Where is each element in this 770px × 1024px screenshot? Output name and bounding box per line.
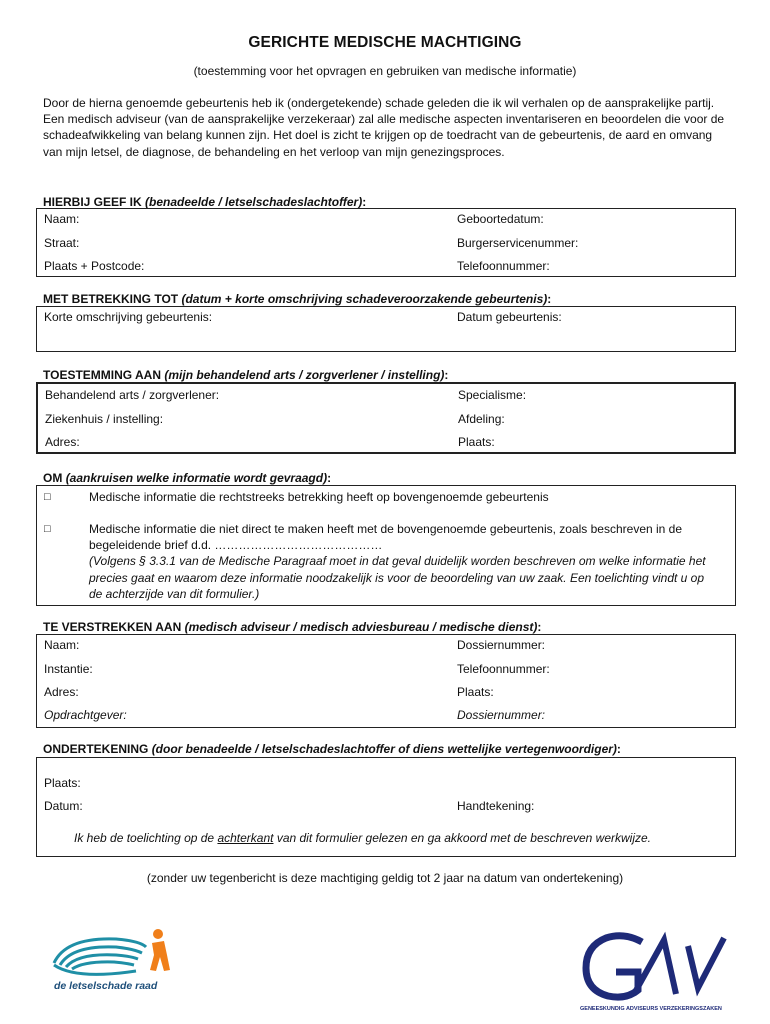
box-event	[36, 306, 736, 352]
section-heading-note: (benadeelde / letselschadeslachtoffer)	[145, 195, 363, 209]
section-heading-note: (medisch adviseur / medisch adviesbureau / medische dienst)	[184, 620, 538, 634]
label-dossiernummer[interactable]: Dossiernummer:	[457, 638, 546, 652]
section-heading-label: HIERBIJ GEEF IK	[43, 195, 142, 209]
section-heading-label: MET BETREKKING TOT	[43, 292, 179, 306]
section-heading-toestemming	[43, 368, 448, 382]
section-heading-colon: :	[616, 742, 621, 756]
label-telefoon[interactable]: Telefoonnummer:	[457, 259, 550, 273]
label-teken-plaats[interactable]: Plaats:	[44, 776, 81, 790]
gav-name: GENEESKUNDIG ADVISEURS VERZEKERINGSZAKEN	[580, 1006, 722, 1012]
label-afdeling[interactable]: Afdeling:	[458, 412, 505, 426]
label-opdrachtgever[interactable]: Opdrachtgever:	[44, 708, 127, 722]
section-heading-note: (aankruisen welke informatie wordt gevraagd)	[65, 471, 328, 485]
agreement-statement	[74, 831, 651, 845]
label-adviseur-adres[interactable]: Adres:	[44, 685, 79, 699]
section-heading-colon: :	[537, 620, 542, 634]
section-heading-colon: :	[362, 195, 367, 209]
label-handtekening[interactable]: Handtekening:	[457, 799, 535, 813]
validity-note: (zonder uw tegenbericht is deze machtiging geldig tot 2 jaar na datum van ondertekening)	[146, 871, 624, 885]
label-adviseur-plaats[interactable]: Plaats:	[457, 685, 494, 699]
letselschade-raad-logo	[46, 925, 176, 1000]
label-datum-gebeurtenis[interactable]: Datum gebeurtenis:	[457, 310, 562, 324]
label-omschrijving[interactable]: Korte omschrijving gebeurtenis:	[44, 310, 213, 324]
label-bsn[interactable]: Burgerservicenummer:	[457, 236, 579, 250]
option-2-text	[89, 521, 719, 602]
form-title: GERICHTE MEDISCHE MACHTIGING	[248, 34, 522, 51]
section-heading-ondertekening	[43, 742, 621, 756]
section-heading-colon: :	[327, 471, 332, 485]
label-adviseur-telefoon[interactable]: Telefoonnummer:	[457, 662, 550, 676]
label-naam[interactable]: Naam:	[44, 212, 80, 226]
section-heading-label: TE VERSTREKKEN AAN	[43, 620, 182, 634]
form-subtitle: (toestemming voor het opvragen en gebruiken van medische informatie)	[193, 64, 577, 78]
label-adres[interactable]: Adres:	[45, 435, 80, 449]
section-heading-verstrekken	[43, 620, 541, 634]
section-heading-note: (datum + korte omschrijving schadeveroorzakende gebeurtenis)	[181, 292, 548, 306]
label-instantie[interactable]: Instantie:	[44, 662, 93, 676]
checkbox-option-1[interactable]: □	[44, 491, 51, 503]
box-signature	[36, 757, 736, 857]
section-heading-betrekking	[43, 292, 551, 306]
gav-logo	[580, 928, 730, 1018]
box-personal-details	[36, 208, 736, 277]
section-heading-colon: :	[444, 368, 449, 382]
intro-paragraph: Door de hierna genoemde gebeurtenis heb ik (ondergetekende) schade geleden die ik wil verhalen op de aansprakelijke partij. Een medisch adviseur (van de aansprakelijke verzekeraar) zal alle medische aspecten inventariseren en beoordelen die voor de schadeafwikkeling van belang kunnen zijn. Het doel is zicht te krijgen op de toedracht van de gebeurtenis, de aard en omvang van mijn letsel, de diagnose, de behandeling en het verloop van mijn genezingsproces.	[43, 96, 725, 159]
option-2-description: Medische informatie die niet direct te maken heeft met de bovengenoemde gebeurtenis, zoals beschreven in de begeleidende brief d.d. ……………………………………	[89, 522, 683, 553]
label-teken-datum[interactable]: Datum:	[44, 799, 83, 813]
box-information-options	[36, 485, 736, 606]
section-heading-label: ONDERTEKENING	[43, 742, 149, 756]
section-heading-note: (door benadeelde / letselschadeslachtoffer of diens wettelijke vertegenwoordiger)	[151, 742, 617, 756]
checkbox-option-2[interactable]: □	[44, 523, 51, 535]
gav-emblem	[580, 928, 730, 1006]
section-heading-colon: :	[547, 292, 552, 306]
section-heading-label: TOESTEMMING AAN	[43, 368, 162, 382]
agreement-text-start: Ik heb de toelichting op de	[74, 831, 218, 845]
section-heading-geef-ik	[43, 195, 366, 209]
label-straat[interactable]: Straat:	[44, 236, 80, 250]
label-plaats[interactable]: Plaats:	[458, 435, 495, 449]
section-heading-label: OM	[43, 471, 63, 485]
label-ziekenhuis[interactable]: Ziekenhuis / instelling:	[45, 412, 164, 426]
option-2-note: (Volgens § 3.3.1 van de Medische Paragraaf moet in dat geval duidelijk worden beschreven om welke informatie het precies gaat en waarom deze informatie noodzakelijk is voor de beoordeling van uw zaak. Een toelichting vindt u op de achterzijde van dit formulier.)	[89, 554, 706, 601]
achterkant-link[interactable]: achterkant	[217, 831, 274, 845]
label-geboortedatum[interactable]: Geboortedatum:	[457, 212, 544, 226]
box-consent-to	[36, 382, 736, 454]
label-plaats-postcode[interactable]: Plaats + Postcode:	[44, 259, 145, 273]
label-adviseur-naam[interactable]: Naam:	[44, 638, 80, 652]
label-specialisme[interactable]: Specialisme:	[458, 388, 527, 402]
option-1-text: Medische informatie die rechtstreeks betrekking heeft op bovengenoemde gebeurtenis	[89, 490, 549, 504]
section-heading-om	[43, 471, 331, 485]
label-behandelend-arts[interactable]: Behandelend arts / zorgverlener:	[45, 388, 220, 402]
agreement-text-end: van dit formulier gelezen en ga akkoord met de beschreven werkwijze.	[273, 831, 652, 845]
letselschade-raad-name: de letselschade raad	[54, 980, 158, 992]
section-heading-note: (mijn behandelend arts / zorgverlener / instelling)	[164, 368, 445, 382]
box-provide-to	[36, 634, 736, 728]
label-dossiernummer-2[interactable]: Dossiernummer:	[457, 708, 546, 722]
